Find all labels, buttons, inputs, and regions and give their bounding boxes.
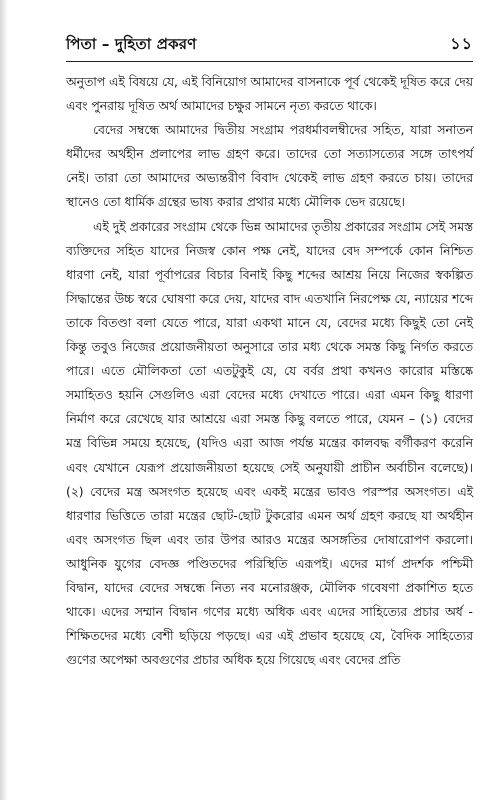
paragraph-1: অনুতাপ এই বিষয়ে যে, এই বিনিয়োগ আমাদের বাসনাকে পূর্ব থেকেই দূষিত করে দেয় এবং পুনরায় দূষিত অর্থ আমাদের চক্ষুর সামনে নৃত্য করতে থাকে। xyxy=(66,75,473,114)
paragraph-3: এই দুই প্রকারের সংগ্রাম থেকে ভিন্ন আমাদের তৃতীয় প্রকারের সংগ্রাম সেই সমস্ত ব্যক্তিদের সহিত যাদের নিজস্ব কোন পক্ষ নেই, যাদের বেদ সম্পর্কে কোন নিশ্চিত ধারণা নেই, যারা পূর্বাপরের বিচার বিনাই কিছু শব্দের আশ্রয় নিয়ে নিজের স্বকল্পিত সিদ্ধান্তের উচ্চ স্বরে ঘোষণা করে দেয়, যাদের বাদ এতখানি নিরপেক্ষ যে, ন্যায়ের শব্দে তাকে বিতণ্ডা বলা যেতে পারে, যারা একথা মানে যে, বেদের মধ্যে কিছুই তো নেই কিন্তু তবুও নিজের প্রয়োজনীয়তা অনুসারে তার মধ্য থেকে সমস্ত কিছু নির্গত করতে পারে। এতে মৌলিকতা তো এতটুকুই যে, যে বর্বর প্রথা কখনও কারোর মস্তিষ্কে সমাহিতও হয়নি সেগুলিও এরা বেদের মধ্যে দেখাতে পারে। এরা এমন কিছু ধারণা নির্মাণ করে রেখেছে যার আশ্রয়ে এরা সমস্ত কিছু বলতে পারে, যেমন – (১) বেদের মন্ত্র বিভিন্ন সময়ে হয়েছে, (যদিও এরা আজ পর্যন্ত মন্ত্রের কালবদ্ধ বর্গীকরণ করেনি এবং যেখানে যেরূপ প্রয়োজনীয়তা হয়েছে সেই অনুযায়ী প্রাচীন অর্বাচীন বলেছে)। (২) বেদের মন্ত্র অসংগত হয়েছে এবং একই মন্ত্রের ভাবও পরস্পর অসংগত। এই ধারণার ভিত্তিতে তারা মন্ত্রের ছোট-ছোট টুকরোর এমন অর্থ গ্রহণ করছে যা অর্থহীন এবং অসংগত ছিল এবং তার উপর আরও মন্ত্রের অসঙ্গতির দোষারোপণ করলো। আধুনিক যুগের বেদজ্ঞ পণ্ডিতদের পরিস্থিতি এরূপই। এদের মার্গ প্রদর্শক পশ্চিমী বিদ্বান, যাদের বেদের সম্বন্ধে নিত্য নব মনোরঞ্জক, মৌলিক গবেষণা প্রকাশিত হতে থাকে। এদের সম্মান বিদ্বান গণের মধ্যে অধিক এবং এদের সাহিত্যের প্রচার অর্ধ - শিক্ষিতদের মধ্যে বেশী ছড়িয়ে পড়ছে। এর এই প্রভাব হয়েছে যে, বৈদিক সাহিত্যের গুণের অপেক্ষা অবগুণের প্রচার অধিক হয়ে গিয়েছে এবং বেদের প্রতি xyxy=(66,219,473,668)
running-header xyxy=(66,18,473,62)
body-text xyxy=(66,70,473,672)
page-number: ১১ xyxy=(450,34,473,53)
chapter-title: পিতা – দুহিতা প্রকরণ xyxy=(66,35,197,53)
paragraph-2: বেদের সম্বন্ধে আমাদের দ্বিতীয় সংগ্রাম পরধর্মাবলম্বীদের সহিত, যারা সনাতন ধর্মীদের অর্থহীন প্রলাপের লাভ গ্রহণ করে। তাদের তো সত্যাসত্যের সঙ্গে তাৎপর্য নেই। তারা তো আমাদের অভ্যন্তরীণ বিবাদ থেকেই লাভ গ্রহণ করতে চায়। তাদের স্থানেও তো ধার্মিক গ্রন্থের ভাষ্য করার প্রথার মধ্যে মৌলিক ভেদ রয়েছে। xyxy=(66,123,473,210)
page-edge-shadow xyxy=(0,0,8,800)
